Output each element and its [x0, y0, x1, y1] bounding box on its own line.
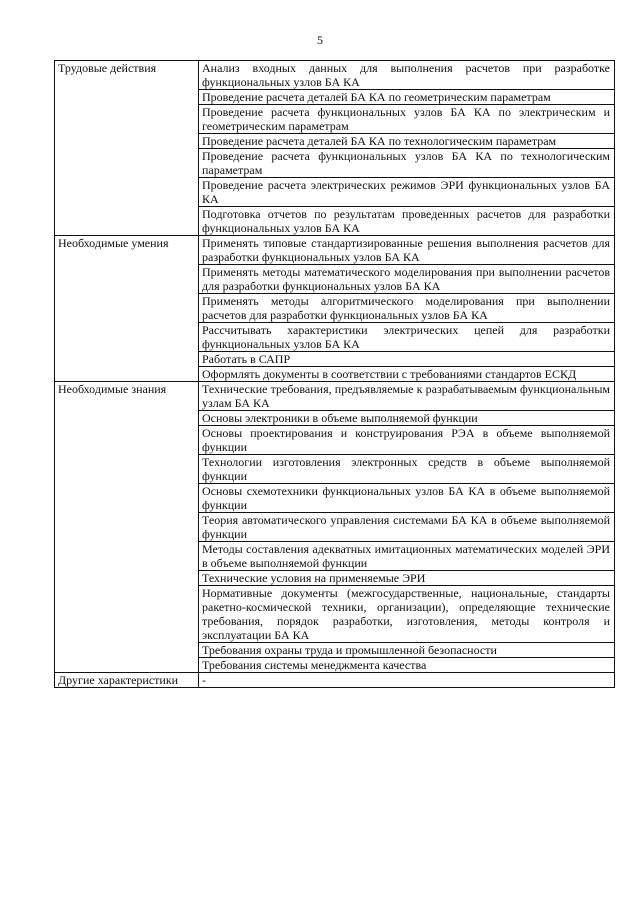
table-cell: Основы электроники в объеме выполняемой функции	[199, 411, 615, 426]
table-cell: Методы составления адекватных имитационных математических моделей ЭРИ в объеме выполняемой функции	[199, 542, 615, 571]
table-cell: Проведение расчета функциональных узлов БА КА по технологическим параметрам	[199, 149, 615, 178]
table-cell: Технологии изготовления электронных средств в объеме выполняемой функции	[199, 455, 615, 484]
table-cell: Применять методы математического моделирования при выполнении расчетов для разработки функциональных узлов БА КА	[199, 265, 615, 294]
category-other-characteristics: Другие характеристики	[55, 673, 199, 688]
table-cell: Работать в САПР	[199, 352, 615, 367]
table-cell: Анализ входных данных для выполнения расчетов при разработке функциональных узлов БА КА	[199, 61, 615, 90]
table-cell: Технические требования, предъявляемые к разрабатываемым функциональным узлам БА КА	[199, 382, 615, 411]
category-required-knowledge: Необходимые знания	[55, 382, 199, 673]
table-cell: Проведение расчета деталей БА КА по геометрическим параметрам	[199, 90, 615, 105]
table-cell: Оформлять документы в соответствии с требованиями стандартов ЕСКД	[199, 367, 615, 382]
table-cell: Основы схемотехники функциональных узлов БА КА в объеме выполняемой функции	[199, 484, 615, 513]
table-cell: Подготовка отчетов по результатам проведенных расчетов для разработки функциональных узлов БА КА	[199, 207, 615, 236]
table-cell: Нормативные документы (межгосударственные, национальные, стандарты ракетно-космической техники, организации), определяющие технические требования, порядок разработки, изготовления, методы контроля и эксплуатации БА КА	[199, 586, 615, 643]
page-number: 5	[317, 33, 323, 47]
category-required-skills: Необходимые умения	[55, 236, 199, 382]
table-row	[55, 61, 615, 90]
table-cell: Проведение расчета функциональных узлов БА КА по электрическим и геометрическим параметрам	[199, 105, 615, 134]
table-cell: Рассчитывать характеристики электрических цепей для разработки функциональных узлов БА КА	[199, 323, 615, 352]
table-row	[55, 382, 615, 411]
table-cell: Основы проектирования и конструирования РЭА в объеме выполняемой функции	[199, 426, 615, 455]
table-row	[55, 673, 615, 688]
table-cell: Применять типовые стандартизированные решения выполнения расчетов для разработки функциональных узлов БА КА	[199, 236, 615, 265]
table-row	[55, 236, 615, 265]
table-cell: Технические условия на применяемые ЭРИ	[199, 571, 615, 586]
qualification-table	[54, 60, 615, 688]
table-cell: Требования системы менеджмента качества	[199, 658, 615, 673]
category-labor-actions: Трудовые действия	[55, 61, 199, 236]
table-cell: Проведение расчета электрических режимов ЭРИ функциональных узлов БА КА	[199, 178, 615, 207]
table-cell: Требования охраны труда и промышленной безопасности	[199, 643, 615, 658]
table-cell: Проведение расчета деталей БА КА по технологическим параметрам	[199, 134, 615, 149]
table-cell: -	[199, 673, 615, 688]
table-cell: Применять методы алгоритмического моделирования при выполнении расчетов для разработки функциональных узлов БА КА	[199, 294, 615, 323]
table-cell: Теория автоматического управления системами БА КА в объеме выполняемой функции	[199, 513, 615, 542]
